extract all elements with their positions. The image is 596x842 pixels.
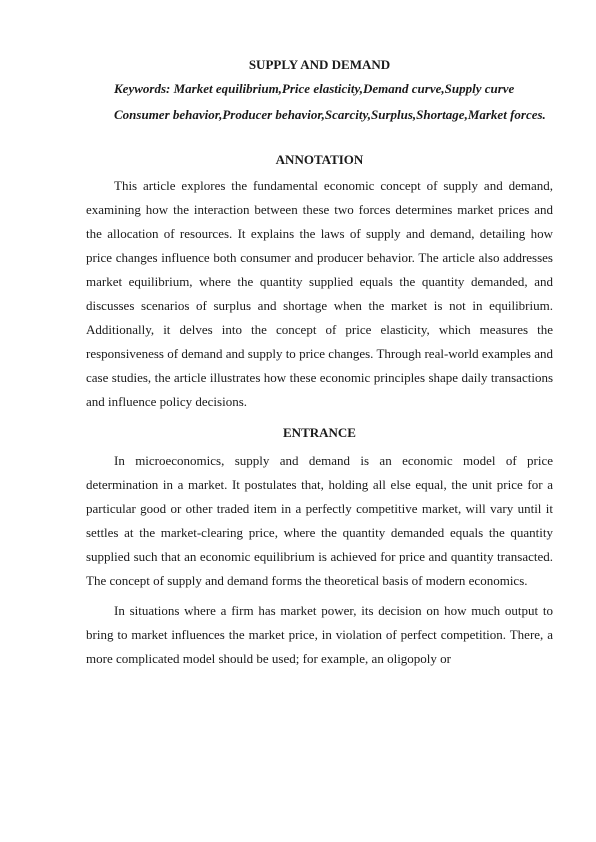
annotation-heading: ANNOTATION: [275, 152, 364, 167]
document-title: SUPPLY AND DEMAND: [248, 57, 391, 72]
annotation-paragraph: This article explores the fundamental economic concept of supply and demand, examining how the interaction between these two forces determines market prices and the allocation of resources. It explains the laws of supply and demand, detailing how price changes influence both consumer and producer behavior. The article also addresses market equilibrium, where the quantity supplied equals the quantity demanded, and discusses scenarios of surplus and shortage when the market is not in equilibrium. Additionally, it delves into the concept of price elasticity, which measures the responsiveness of demand and supply to price changes. Through real-world examples and case studies, the article illustrates how these economic principles shape daily transactions and influence policy decisions.: [86, 178, 553, 409]
document-page: [86, 56, 553, 671]
entrance-heading: ENTRANCE: [283, 425, 356, 440]
entrance-paragraph-2: In situations where a firm has market power, its decision on how much output to bring to market influences the market price, in violation of perfect competition. There, a more complicated model should be used; for example, an oligopoly or: [86, 603, 553, 666]
keywords-block: [86, 79, 553, 124]
keywords-line-1: Keywords: Market equilibrium,Price elasticity,Demand curve,Supply curve: [114, 81, 515, 96]
entrance-paragraph-1: In microeconomics, supply and demand is an economic model of price determination in a market. It postulates that, holding all else equal, the unit price for a particular good or other traded item in a perfectly competitive market, will vary until it settles at the market-clearing price, where the quantity demanded equals the quantity supplied such that an economic equilibrium is achieved for price and quantity transacted. The concept of supply and demand forms the theoretical basis of modern economics.: [86, 453, 553, 588]
keywords-line-2: Consumer behavior,Producer behavior,Scarcity,Surplus,Shortage,Market forces.: [114, 106, 546, 122]
